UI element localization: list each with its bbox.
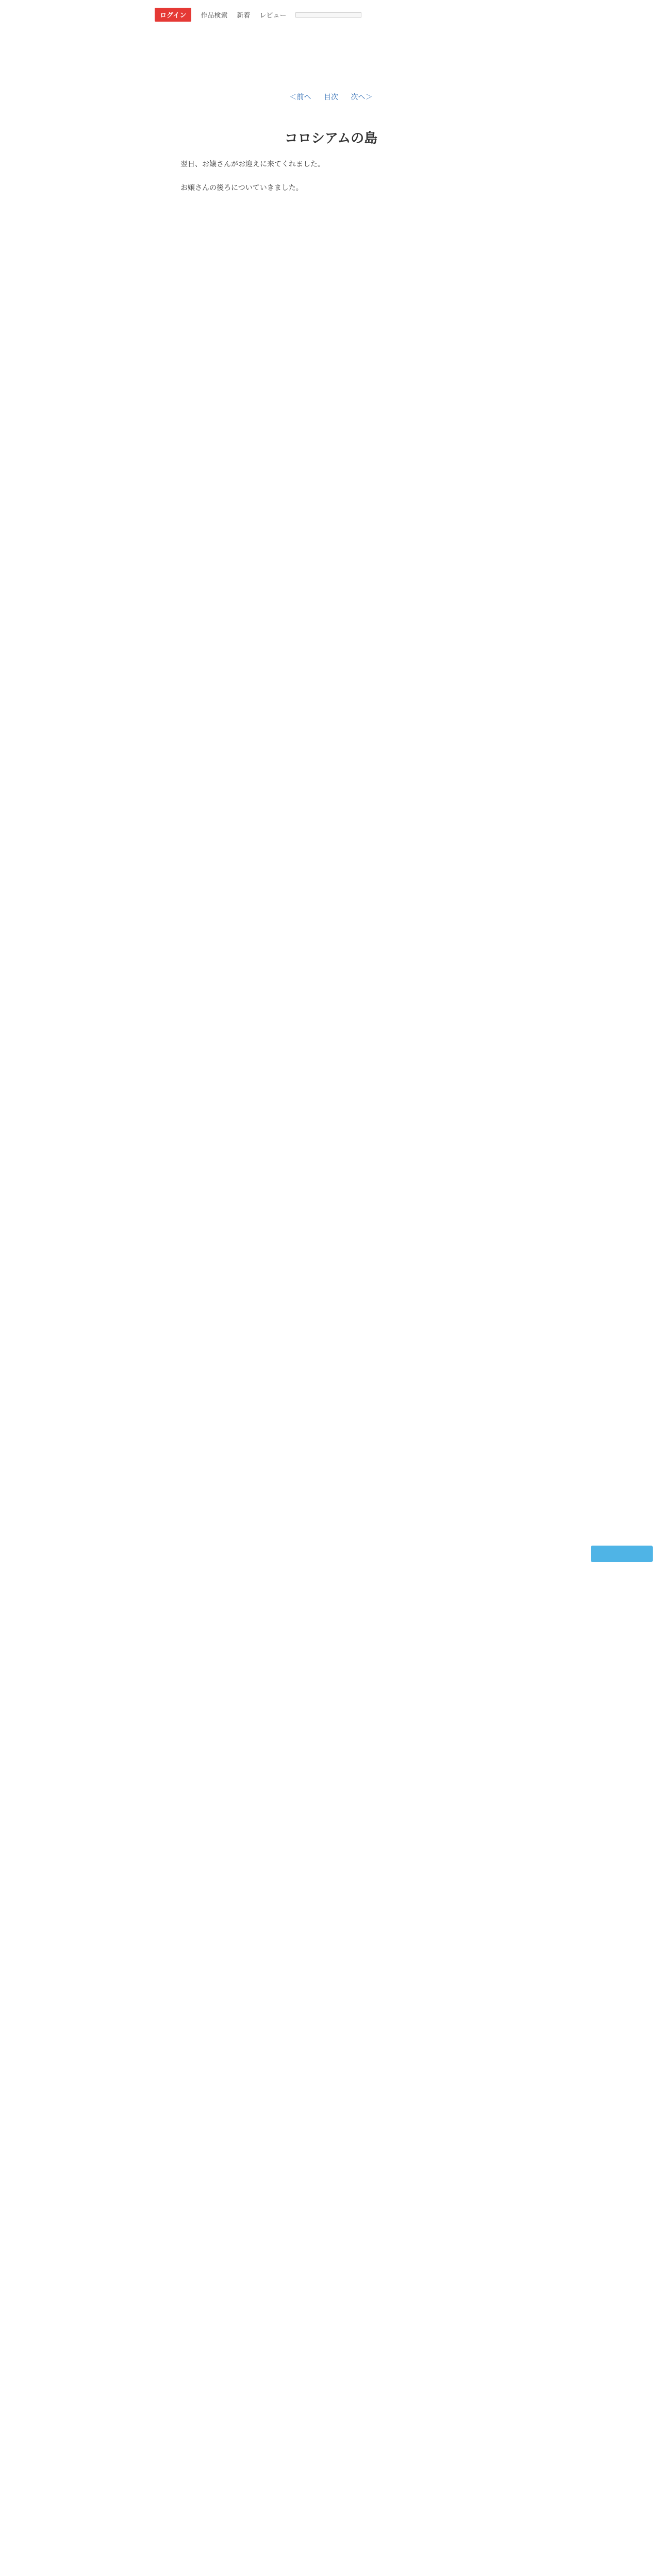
top-nav: [0, 0, 662, 24]
chapter-title: コロシアムの島: [284, 131, 378, 146]
nav-link-new[interactable]: 新着: [237, 12, 251, 20]
body-paragraph: 翌日、お嬢さんがお迎えに来てくれました。: [180, 160, 325, 168]
nav-link-review[interactable]: レビュー: [259, 12, 287, 20]
search-input[interactable]: [295, 12, 361, 18]
index-link[interactable]: 目次: [324, 93, 338, 101]
next-link[interactable]: 次へ＞: [351, 93, 373, 101]
body-paragraph: お嬢さんの後ろについていきました。: [180, 184, 303, 192]
nav-link-search[interactable]: 作品検索: [201, 12, 228, 20]
prev-link[interactable]: ＜前へ: [289, 93, 311, 101]
chapter-body: [180, 158, 510, 205]
pager: [0, 92, 662, 102]
floating-action-button[interactable]: [591, 1546, 653, 1562]
login-button[interactable]: ログイン: [155, 8, 191, 22]
